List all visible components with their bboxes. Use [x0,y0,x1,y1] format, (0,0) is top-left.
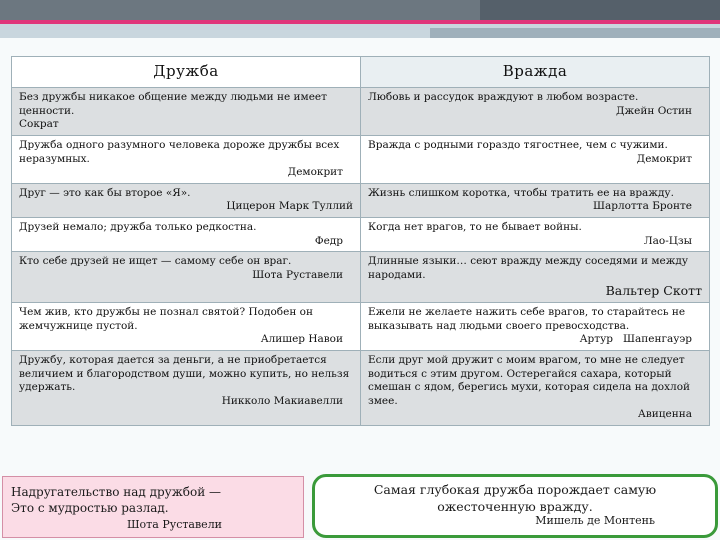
enmity-cell [361,135,710,183]
quote-author: Сократ [19,118,59,131]
quote-text: Чем жив, кто дружбы не познал святой? Подобен он жемчужнице пустой. [19,305,313,332]
quote-author: Демокрит [287,166,343,179]
table-row [12,302,710,350]
friendship-cell [12,302,361,350]
table-row [12,350,710,425]
quote-text: Ежели не желаете нажить себе врагов, то старайтесь не выказывать над людьми своего превосходства. [368,305,686,332]
friendship-cell [12,183,361,217]
table-row [12,88,710,136]
quote-author: Цицерон Марк Туллий [226,200,353,213]
quote-text: Когда нет врагов, то не бывает войны. [368,221,582,234]
quote-author: Никколо Макиавелли [221,394,343,407]
enmity-cell [361,350,710,425]
quote-author: Шота Руставели [252,269,343,282]
quote-text: Если друг мой дружит с моим врагом, то мне не следует водиться с этим другом. Остерегайся сахара, который смешан с ядом, берегись мухи, которая сидела на дохлой змее. [368,353,691,407]
window-top-bar-highlight [0,0,480,20]
quote-text: Вражда с родными гораздо тягостнее, чем с чужими. [368,138,668,151]
quote-author: Шарлотта Бронте [593,200,692,213]
friendship-cell [12,252,361,303]
quote-text: Кто себе друзей не ищет — самому себе он враг. [19,255,292,268]
enmity-cell [361,252,710,303]
footer-left-author: Шота Руставели [127,518,223,532]
enmity-cell [361,88,710,136]
friendship-cell [12,135,361,183]
decor-band-dark [430,28,720,38]
montaigne-quote-box [312,474,718,538]
table-row [12,252,710,303]
quote-text: Без дружбы никакое общение между людьми не имеет ценности. [19,91,327,117]
quote-author: Демокрит [636,152,692,165]
quote-author: Джейн Остин [615,104,692,117]
quote-author: Вальтер Скотт [605,282,702,298]
table-row [12,183,710,217]
friendship-cell [12,218,361,252]
quote-text: Дружба одного разумного человека дороже дружбы всех неразумных. [19,138,340,165]
quote-text: Друг — это как бы второе «Я». [19,186,191,199]
footer-left-quote: Надругательство над дружбой — Это с мудростью разлад. [11,485,222,516]
enmity-cell [361,302,710,350]
quote-text: Друзей немало; дружба только редкостна. [19,221,257,234]
header-friendship: Дружба [12,57,361,88]
enmity-cell [361,183,710,217]
quote-text: Любовь и рассудок враждуют в любом возрасте. [368,91,639,103]
footer-right-author: Мишель де Монтень [535,513,655,527]
friendship-cell [12,350,361,425]
header-enmity: Вражда [361,57,710,88]
table-header-row [12,57,710,88]
quote-text: Жизнь слишком коротка, чтобы тратить ее на вражду. [368,186,674,199]
quote-author: Федр [314,234,343,247]
quote-text: Длинные языки… сеют вражду между соседями и между народами. [368,255,689,282]
friendship-cell [12,88,361,136]
table-row [12,135,710,183]
table-row [12,218,710,252]
rustaveli-quote-box [2,476,304,538]
quote-author: Алишер Навои [260,333,343,346]
quote-text: Дружбу, которая дается за деньги, а не приобретается величием и благородством души, можно купить, но нельзя удержать. [19,353,350,394]
quote-author: Авиценна [637,408,692,421]
quote-author: Артур Шапенгауэр [579,333,692,346]
quote-author: Лао-Цзы [643,234,692,247]
quotes-table [11,56,710,426]
enmity-cell [361,218,710,252]
footer-right-quote: Самая глубокая дружба порождает самую ожесточенную вражду. [373,482,657,514]
